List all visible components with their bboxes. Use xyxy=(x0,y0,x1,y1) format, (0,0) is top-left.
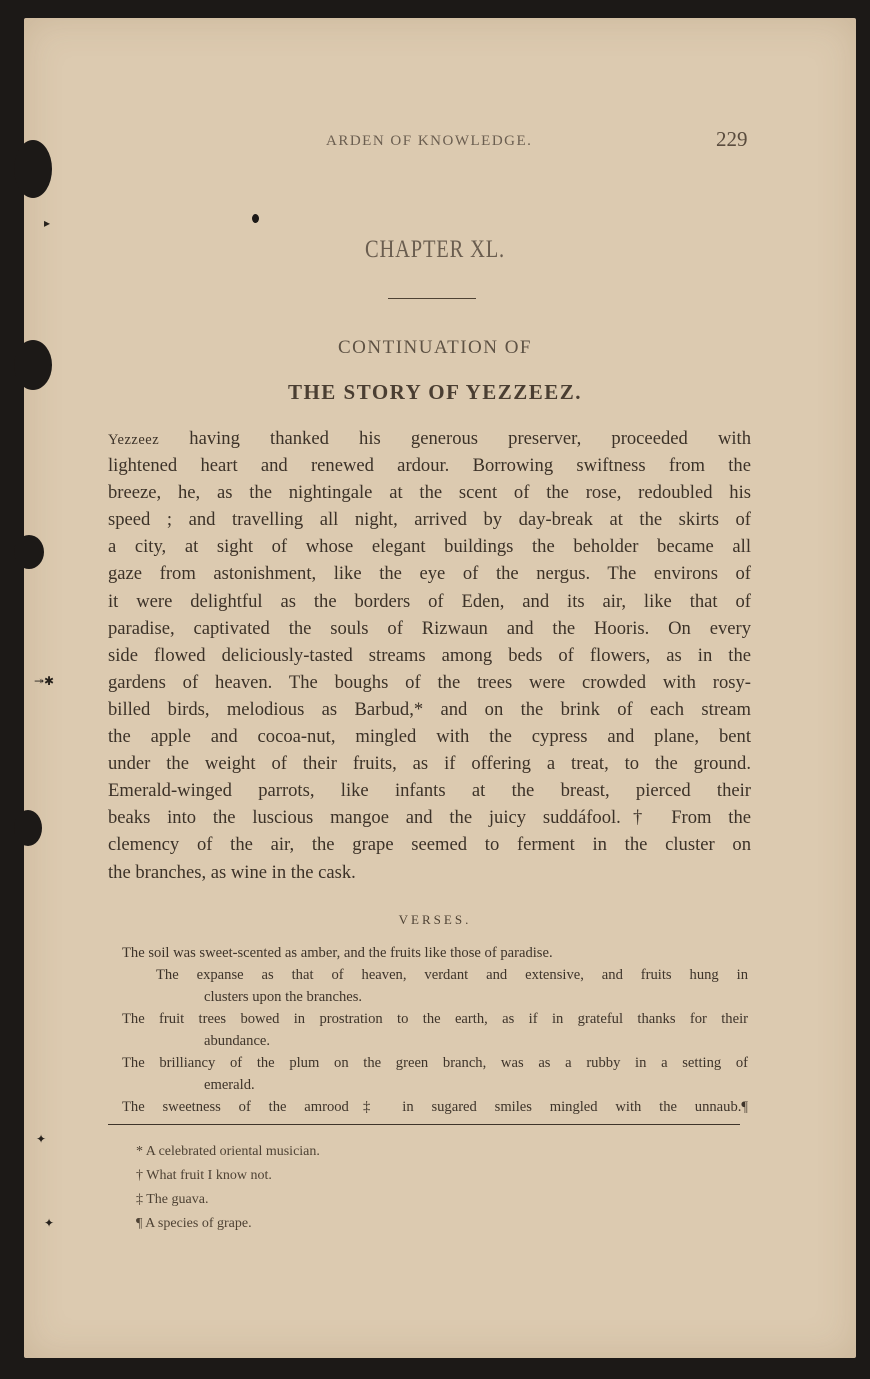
chapter-heading: CHAPTER XL. xyxy=(364,236,505,263)
section-divider xyxy=(388,298,476,299)
footnote-divider xyxy=(108,1124,740,1125)
text-line: clemency of the air, the grape seemed to ferment in the cluster on xyxy=(108,834,751,856)
text-line: beaks into the luscious mangoe and the juicy suddáfool.† From the xyxy=(108,807,751,829)
verse-line: abundance. xyxy=(204,1033,271,1049)
text-line: it were delightful as the borders of Eden, and its air, like that of xyxy=(108,590,751,612)
binding-tear xyxy=(14,810,42,846)
footnote: ¶ A species of grape. xyxy=(136,1216,252,1231)
text-line: billed birds, melodious as Barbud,* and on the brink of each stream xyxy=(108,698,751,720)
binding-thread-mark: ▸ xyxy=(44,216,51,230)
text-line: breeze, he, as the nightingale at the scent of the rose, redoubled his xyxy=(108,482,751,504)
footnote: * A celebrated oriental musician. xyxy=(136,1144,320,1159)
page-header xyxy=(0,127,870,157)
running-title: ARDEN OF KNOWLEDGE. xyxy=(326,133,533,149)
ink-speck xyxy=(252,214,259,223)
text-line: the branches, as wine in the cask. xyxy=(108,861,356,883)
verse-line: The fruit trees bowed in prostration to the earth, as if in grateful thanks for their xyxy=(122,1011,748,1027)
dropword: Yezzeez xyxy=(108,432,160,448)
text-line: speed ; and travelling all night, arrived by day-break at the skirts of xyxy=(108,509,751,531)
footnotes xyxy=(136,1140,320,1236)
binding-tear xyxy=(14,535,44,569)
binding-thread-mark: ✦ xyxy=(36,1132,47,1146)
subheading: CONTINUATION OF xyxy=(337,337,533,358)
text-line: gardens of heaven. The boughs of the trees were crowded with rosy- xyxy=(108,671,751,693)
binding-thread-mark: ✦ xyxy=(44,1216,55,1230)
text-line: under the weight of their fruits, as if offering a treat, to the ground. xyxy=(108,753,751,775)
story-title: THE STORY OF YEZZEEZ. xyxy=(287,380,583,404)
footnote: † What fruit I know not. xyxy=(136,1168,272,1183)
verses-block xyxy=(122,942,748,1118)
verse-line: The brilliancy of the plum on the green branch, was as a rubby in a setting of xyxy=(122,1055,748,1071)
verse-line: emerald. xyxy=(204,1077,255,1093)
verse-line: The soil was sweet-scented as amber, and the fruits like those of paradise. xyxy=(122,945,553,961)
text-line: side flowed deliciously-tasted streams among beds of flowers, as in the xyxy=(108,644,751,666)
body-paragraph xyxy=(108,425,751,886)
text-line: lightened heart and renewed ardour. Borrowing swiftness from the xyxy=(108,455,751,477)
page-number: 229 xyxy=(716,127,748,151)
text-line: the apple and cocoa-nut, mingled with the cypress and plane, bent xyxy=(108,726,751,748)
text-line: paradise, captivated the souls of Rizwaun and the Hooris. On every xyxy=(108,617,751,639)
verses-heading: VERSES. xyxy=(398,912,472,927)
text-line: Emerald-winged parrots, like infants at the breast, pierced their xyxy=(108,780,751,802)
binding-thread-mark: ↠✱ xyxy=(34,674,55,688)
verse-line: clusters upon the branches. xyxy=(204,989,363,1005)
verse-line: The sweetness of the amrood‡ in sugared smiles mingled with the unnaub.¶ xyxy=(122,1099,748,1115)
text-line: Yezzeez having thanked his generous preserver, proceeded with xyxy=(108,428,751,449)
footnote: ‡ The guava. xyxy=(136,1192,209,1207)
verse-line: The expanse as that of heaven, verdant and extensive, and fruits hung in xyxy=(156,967,748,983)
text-line: gaze from astonishment, like the eye of the nergus. The environs of xyxy=(108,563,751,585)
text-line: a city, at sight of whose elegant buildings the beholder became all xyxy=(108,536,751,558)
